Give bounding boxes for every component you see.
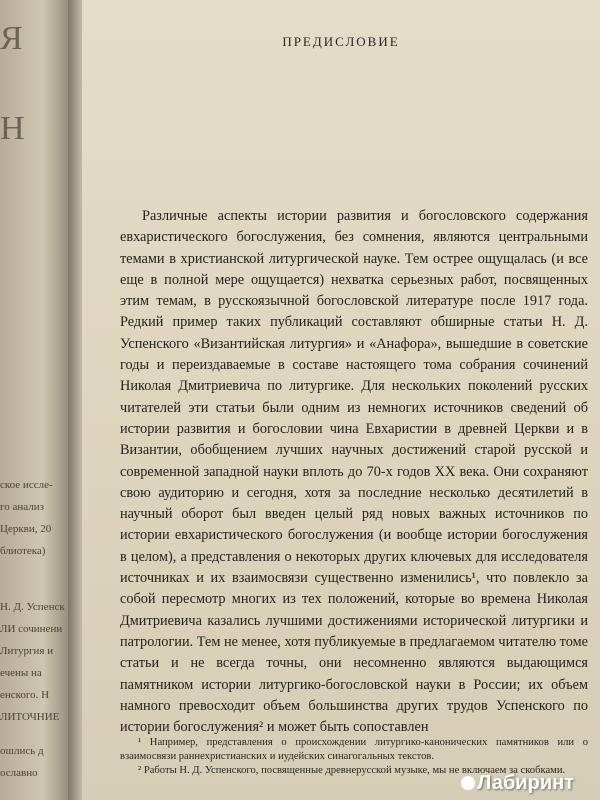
left-page-fragment: Литургия и bbox=[0, 645, 54, 657]
left-page-edge bbox=[0, 0, 72, 800]
left-page-big-letter: Н bbox=[0, 110, 25, 147]
left-page-fragment: блиотека) bbox=[0, 545, 46, 557]
paragraph: Различные аспекты истории развития и богословского содержания евхаристического богослужения, без сомнения, являются центральными темами в христианской литургической науке. Тем острее ощущалась (и все еще в полной мере ощущается) нехватка серьезных работ, посвященных этим темам, в русскоязычной богословской литературе после 1917 года. Редкий пример таких публикаций составляют обширные статьи Н. Д. Успенского «Византийская литургия» и «Анафора», вышедшие в советские годы и переиздаваемые в составе настоящего тома собрания сочинений Николая Дмитриевича по литургике. Для нескольких поколений русских читателей эти статьи были одним из немногих источников сведений об истории развития и богословии чина Евхаристии в древней Церкви и в Византии, обобщением лучших научных достижений старой русской и современной западной науки вплоть до 70-х годов XX века. Они сохраняют свою аудиторию и сегодня, хотя за последние несколько десятилетий в научный оборот был введен целый ряд новых важных источников по истории евхаристического богослужения (и вообще истории богослужения в целом), а представления о некоторых других ключевых для исследователя источниках и их взаимосвязи существенно изменились¹, что повлекло за собой пересмотр многих из тех положений, которые во времена Николая Дмитриевича казались лучшими достижениями исторической литургики и патрологии. Тем не менее, хотя публикуемые в предлагаемом читателю томе статьи и не всегда точны, они несомненно являются выдающимся памятником истории литургико-богословской науки в России; их объем намного превосходит объем большинства других трудов Успенского по истории богослужения² и может быть сопоставлен bbox=[120, 208, 588, 736]
running-head: ПРЕДИСЛОВИЕ bbox=[282, 34, 400, 49]
left-page-fragment: ошлись д bbox=[0, 745, 44, 757]
left-page-fragment: Церкви, 20 bbox=[0, 523, 52, 535]
footnote: ² Работы Н. Д. Успенского, посвященные древнерусской музыке, мы не включаем за скобками. bbox=[138, 765, 566, 776]
left-page-fragment: ЛИТОЧНИЕ bbox=[0, 711, 60, 723]
left-page-fragment: Н. Д. Успенск bbox=[0, 601, 65, 613]
book-page bbox=[82, 0, 600, 800]
watermark-text: Лабиринт bbox=[477, 772, 574, 794]
left-page-fragment: ЛИ сочинени bbox=[0, 623, 63, 635]
body-text bbox=[120, 206, 588, 738]
left-page-fragment: ечены на bbox=[0, 667, 42, 679]
left-page-fragment: ославно bbox=[0, 767, 38, 779]
left-page-fragment: енского. Н bbox=[0, 689, 50, 701]
watermark bbox=[461, 772, 574, 795]
labirint-logo-icon bbox=[461, 776, 475, 790]
left-page-fragment: ское иссле- bbox=[0, 479, 53, 491]
footnote: ¹ Например, представления о происхождении литургико-канонических памятников или о взаимосвязи раннехристианских и иудейских синагогальных текстов. bbox=[120, 737, 588, 762]
left-page-big-letter: Я bbox=[0, 20, 23, 57]
left-page-fragment: го анализ bbox=[0, 501, 44, 513]
